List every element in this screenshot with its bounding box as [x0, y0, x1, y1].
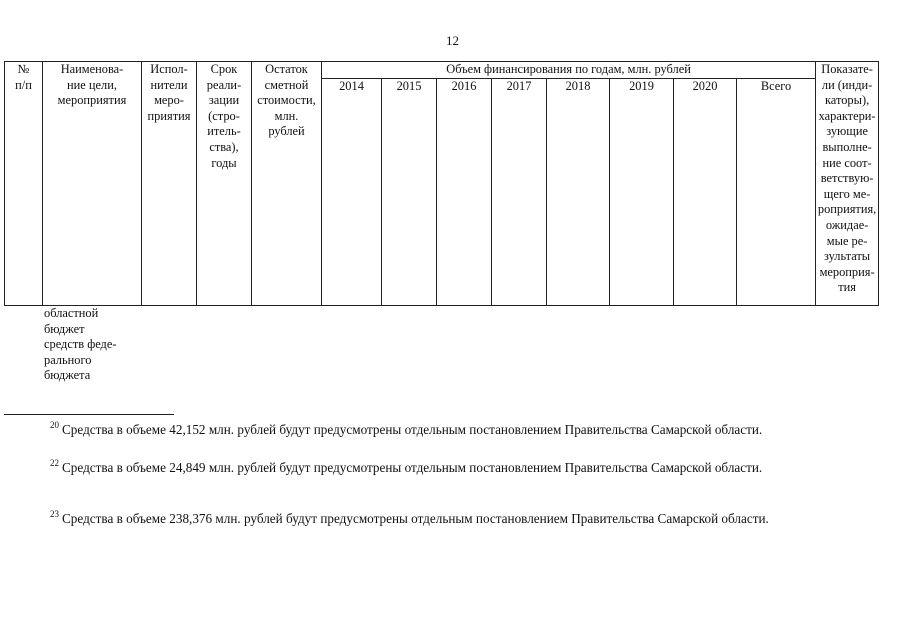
- page-number: 12: [446, 33, 459, 48]
- col-total: Всего: [737, 78, 816, 305]
- col-year-2018: 2018: [547, 78, 610, 305]
- footnote-mark: 22: [50, 458, 59, 468]
- col-year-2015: 2015: [382, 78, 437, 305]
- financing-table: [4, 61, 879, 306]
- col-financing-header: Объем финансирования по годам, млн. рублей: [322, 62, 816, 79]
- col-number-header: № п/п: [5, 62, 43, 306]
- col-year-2016: 2016: [437, 78, 492, 305]
- col-year-2017: 2017: [492, 78, 547, 305]
- col-executors-header: Испол- нители меро- приятия: [142, 62, 197, 306]
- footnote-mark: 20: [50, 420, 59, 430]
- footnote-text: Средства в объеме 24,849 млн. рублей будут предусмотрены отдельным постановлением Правительства Самарской области.: [62, 460, 763, 475]
- footnote-text: Средства в объеме 42,152 млн. рублей будут предусмотрены отдельным постановлением Правительства Самарской области.: [62, 422, 763, 437]
- footnote-22: [4, 452, 884, 479]
- footnote-text: Средства в объеме 238,376 млн. рублей будут предусмотрены отдельным постановлением Правительства Самарской области.: [62, 511, 769, 526]
- col-balance-header: Остаток сметной стоимости, млн. рублей: [252, 62, 322, 306]
- col-term-header: Срок реали- зации (стро- итель- ства), годы: [197, 62, 252, 306]
- col-indicators-header: Показате- ли (инди- каторы), характери- зующие выполне- ние соот- ветствую- щего ме- роприятия, ожидае- мые ре- зультаты мероприя- тия: [816, 62, 879, 306]
- budget-source-lines: областной бюджет средств феде- рального бюджета: [44, 306, 117, 383]
- col-year-2019: 2019: [610, 78, 674, 305]
- footnote-mark: 23: [50, 509, 59, 519]
- footnote-20: [4, 414, 884, 441]
- footnote-23: [4, 503, 884, 530]
- col-name-header: Наименова- ние цели, мероприятия: [43, 62, 142, 306]
- col-year-2014: 2014: [322, 78, 382, 305]
- col-year-2020: 2020: [674, 78, 737, 305]
